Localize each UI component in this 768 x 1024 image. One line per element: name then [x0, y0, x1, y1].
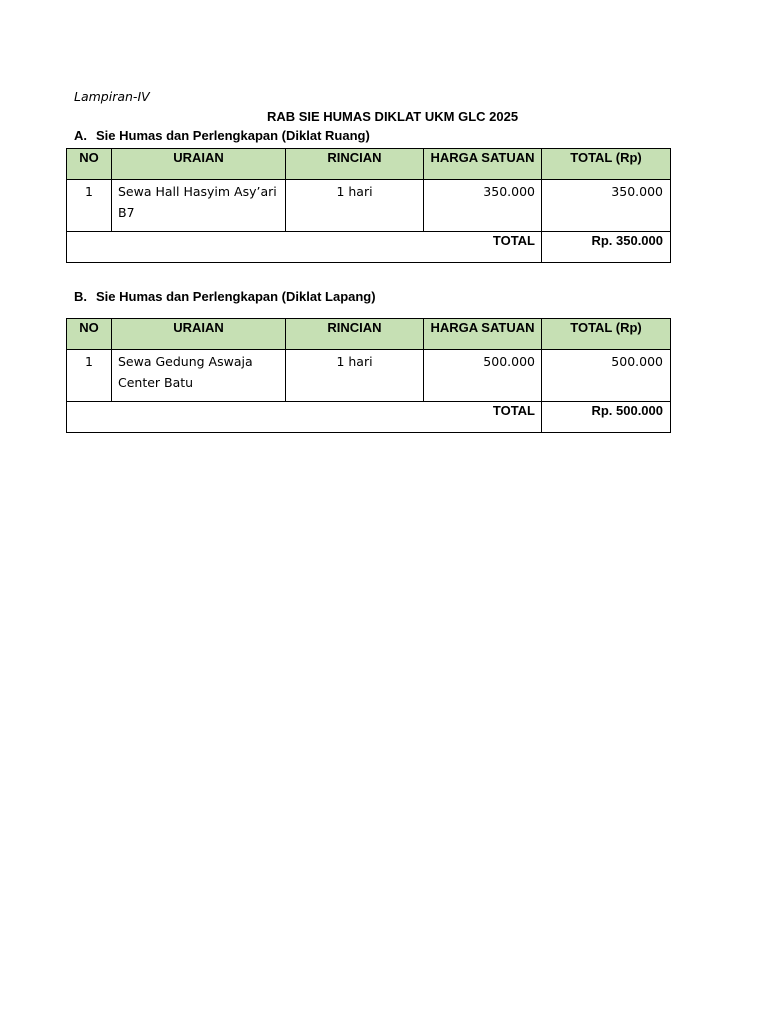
table-row	[67, 180, 671, 232]
document-title: RAB SIE HUMAS DIKLAT UKM GLC 2025	[266, 109, 519, 124]
section-title-text: Sie Humas dan Perlengkapan (Diklat Ruang)	[96, 128, 370, 143]
budget-table-a	[66, 148, 671, 263]
header-no: NO	[67, 149, 112, 180]
section-title-text: Sie Humas dan Perlengkapan (Diklat Lapang)	[96, 289, 376, 304]
header-uraian: URAIAN	[112, 319, 286, 350]
cell-rincian: 1 hari	[286, 350, 424, 402]
total-label: TOTAL	[67, 402, 542, 433]
total-value: Rp. 500.000	[542, 402, 671, 433]
cell-harga-satuan: 350.000	[424, 180, 542, 232]
section-b-title	[74, 289, 376, 304]
header-rincian: RINCIAN	[286, 319, 424, 350]
header-uraian: URAIAN	[112, 149, 286, 180]
header-total: TOTAL (Rp)	[542, 149, 671, 180]
table-header-row	[67, 149, 671, 180]
total-label: TOTAL	[67, 232, 542, 263]
attachment-label: Lampiran-IV	[74, 89, 150, 104]
section-letter: B.	[74, 289, 87, 304]
cell-no: 1	[67, 180, 112, 232]
total-row	[67, 232, 671, 263]
header-rincian: RINCIAN	[286, 149, 424, 180]
header-total: TOTAL (Rp)	[542, 319, 671, 350]
table-header-row	[67, 319, 671, 350]
cell-total: 500.000	[542, 350, 671, 402]
header-harga-satuan: HARGA SATUAN	[424, 149, 542, 180]
cell-uraian: Sewa Gedung Aswaja Center Batu	[112, 350, 286, 402]
table-row	[67, 350, 671, 402]
section-letter: A.	[74, 128, 87, 143]
cell-total: 350.000	[542, 180, 671, 232]
cell-harga-satuan: 500.000	[424, 350, 542, 402]
cell-uraian: Sewa Hall Hasyim Asy’ari B7	[112, 180, 286, 232]
header-harga-satuan: HARGA SATUAN	[424, 319, 542, 350]
header-no: NO	[67, 319, 112, 350]
section-a-title	[74, 128, 370, 143]
cell-no: 1	[67, 350, 112, 402]
total-row	[67, 402, 671, 433]
budget-table-b	[66, 318, 671, 433]
total-value: Rp. 350.000	[542, 232, 671, 263]
cell-rincian: 1 hari	[286, 180, 424, 232]
